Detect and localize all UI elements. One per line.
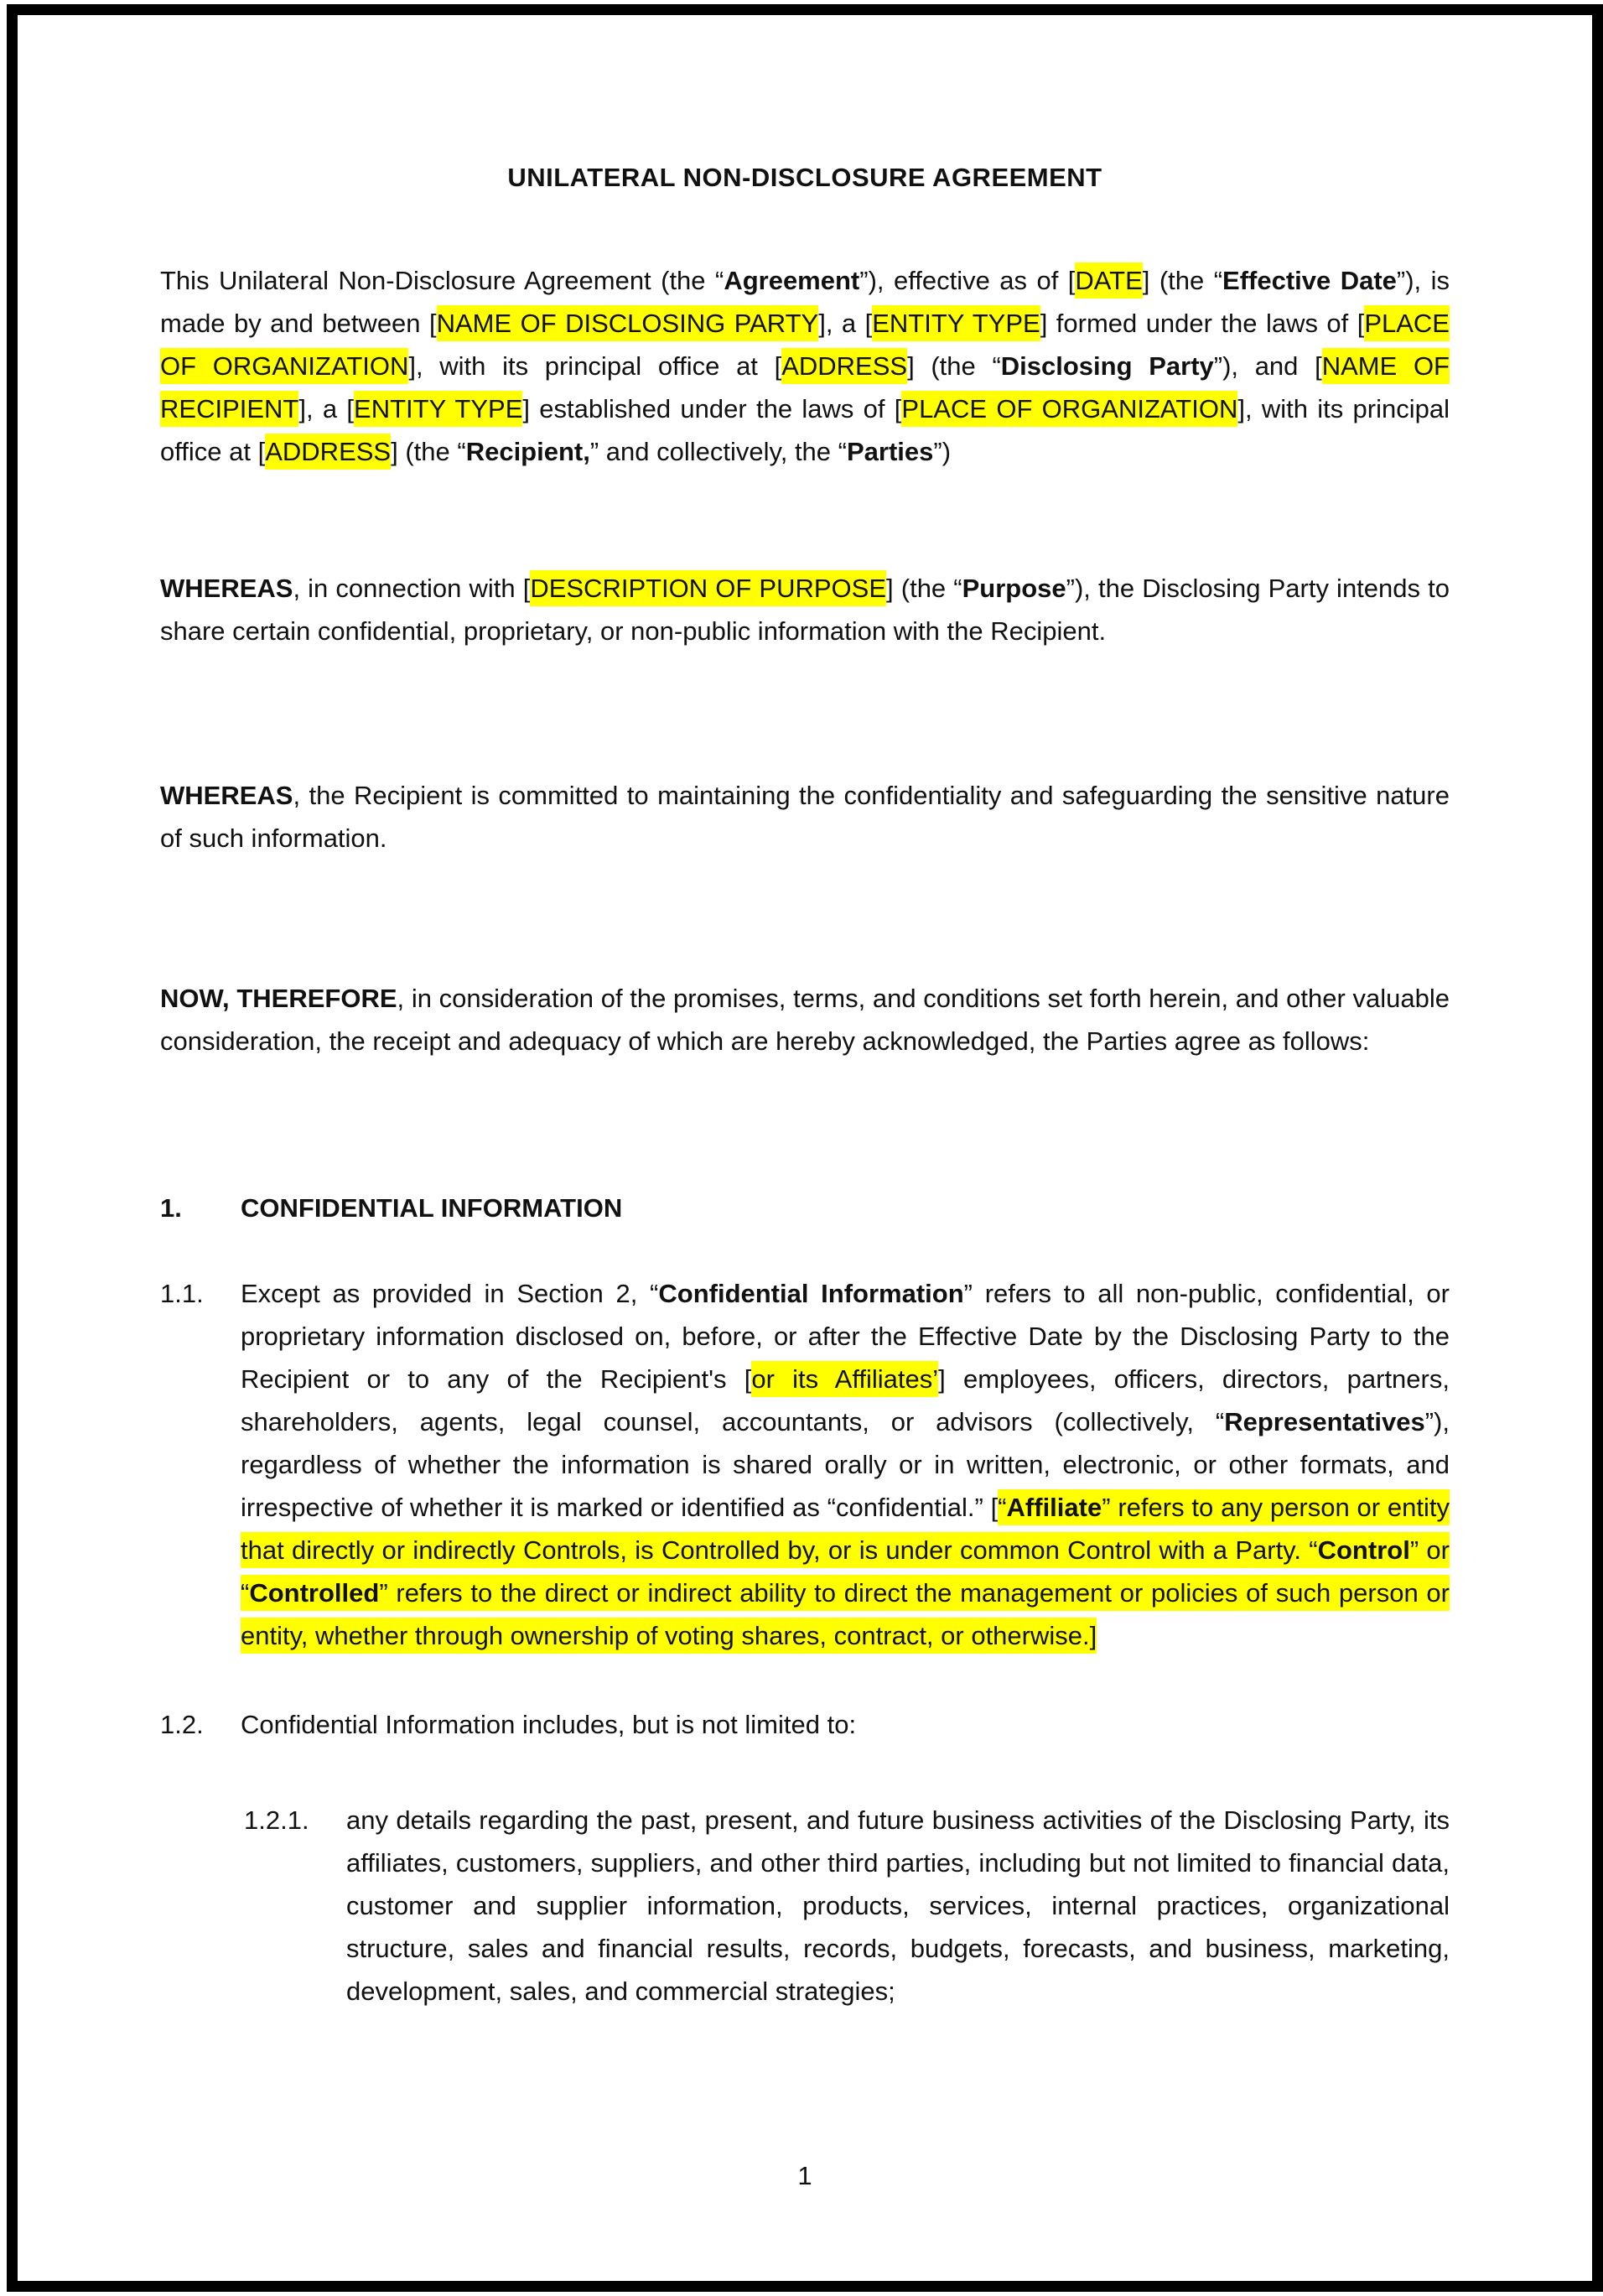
clause-1-1-number: 1.1. [160, 1279, 204, 1308]
clause-1-2-1-number: 1.2.1. [244, 1805, 309, 1835]
section-1-heading [160, 1187, 1450, 1229]
clause-1-1-text: Except as provided in Section 2, “Confidential Information” refers to all non-public, confidential, or proprietary information disclosed on, before, or after the Effective Date by the Disclosing Party to the Recipient or to any of the Recipient's [or its Affiliates’] employees, officers, directors, partners, shareholders, agents, legal counsel, accountants, or advisors (collectively, “Representatives”), regardless of whether the information is shared orally or in written, electronic, or other formats, and irrespective of whether it is marked or identified as “confidential.” [“Affiliate” refers to any person or entity that directly or indirectly Controls, is Controlled by, or is under common Control with a Party. “Control” or “Controlled” refers to the direct or indirect ability to direct the management or policies of such person or entity, whether through ownership of voting shares, contract, or otherwise.] [241, 1272, 1450, 1657]
section-1-number: 1. [160, 1193, 182, 1223]
clause-1-2-1 [244, 1799, 1450, 2013]
intro-paragraph: This Unilateral Non-Disclosure Agreement (the “Agreement”), effective as of [DATE] (the “Effective Date”), is made by and between [NAME OF DISCLOSING PARTY], a [ENTITY TYPE] formed under the laws of [PLACE OF ORGANIZATION], with its principal office at [ADDRESS] (the “Disclosing Party”), and [NAME OF RECIPIENT], a [ENTITY TYPE] established under the laws of [PLACE OF ORGANIZATION], with its principal office at [ADDRESS] (the “Recipient,” and collectively, the “Parties”) [160, 259, 1450, 473]
document-title: UNILATERAL NON-DISCLOSURE AGREEMENT [507, 163, 1102, 192]
section-1-title: CONFIDENTIAL INFORMATION [241, 1193, 623, 1223]
clause-1-2-number: 1.2. [160, 1710, 204, 1739]
clause-1-2-text: Confidential Information includes, but is not limited to: [241, 1710, 857, 1739]
clause-1-2-1-text: any details regarding the past, present, and future business activities of the Disclosing Party, its affiliates, customers, suppliers, and other third parties, including but not limited to financial data, customer and supplier information, products, services, internal practices, organizational structure, sales and financial results, records, budgets, forecasts, and business, marketing, development, sales, and commercial strategies; [346, 1805, 1450, 2006]
document-page [7, 4, 1603, 2292]
clause-1-2 [160, 1703, 1450, 1746]
now-therefore-paragraph: NOW, THEREFORE, in consideration of the promises, terms, and conditions set forth herein, and other valuable consideration, the receipt and adequacy of which are hereby acknowledged, the Parties agree as follows: [160, 984, 1450, 1056]
whereas-recipient-paragraph: WHEREAS, the Recipient is committed to maintaining the confidentiality and safeguarding the sensitive nature of such information. [160, 781, 1450, 853]
page-number: 1 [797, 2161, 812, 2190]
clause-1-1 [160, 1272, 1450, 1657]
whereas-purpose-paragraph: WHEREAS, in connection with [DESCRIPTION OF PURPOSE] (the “Purpose”), the Disclosing Party intends to share certain confidential, proprietary, or non-public information with the Recipient. [160, 567, 1450, 652]
